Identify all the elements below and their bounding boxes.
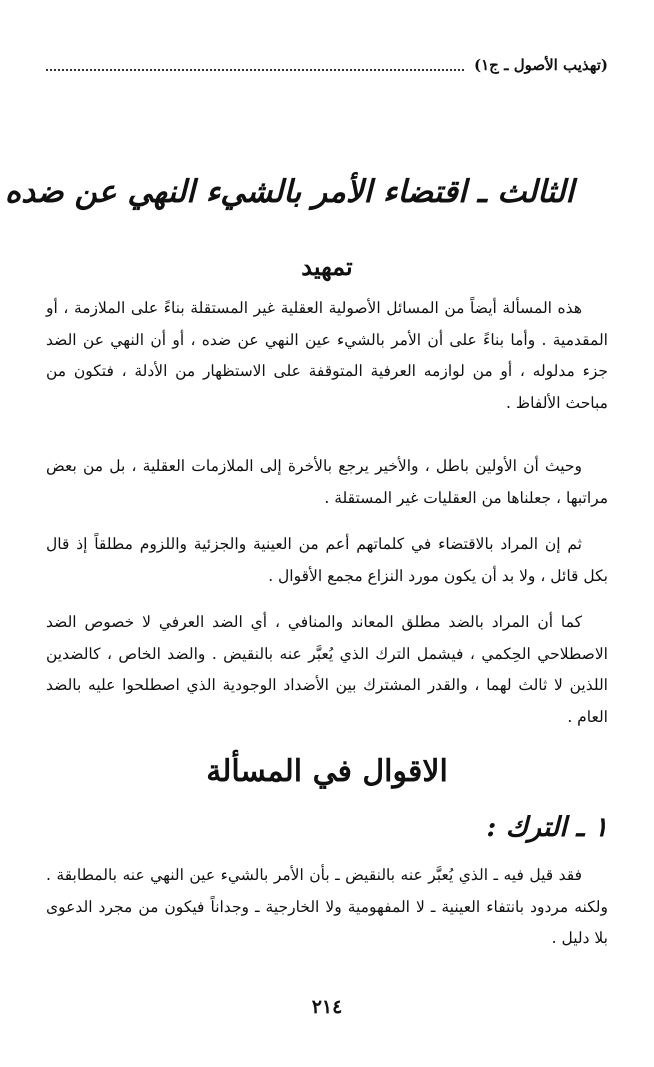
paragraph-4 bbox=[46, 607, 608, 733]
dotted-leader bbox=[46, 59, 464, 71]
paragraph-2 bbox=[46, 451, 608, 514]
paragraph-1 bbox=[46, 293, 608, 419]
chapter-title: الثالث ـ اقتضاء الأمر بالشيء النهي عن ضده bbox=[4, 174, 574, 210]
section-heading: تمهيد bbox=[301, 252, 353, 281]
running-head bbox=[46, 52, 608, 78]
item-paragraph bbox=[46, 860, 608, 955]
paragraph-text: فقد قيل فيه ـ الذي يُعبَّر عنه بالنقيض ـ بأن الأمر بالشيء عين النهي عنه بالمطابقة . ولكنه مردود بانتفاء العينية ـ لا المفهومية ولا الخارجية ـ وجداناً فيكون من مجرد الدعوى بلا دليل . bbox=[46, 866, 608, 947]
paragraph-text: وحيث أن الأولين باطل ، والأخير يرجع بالأخرة إلى الملازمات العقلية ، بل من بعض مراتبها ، جعلناها من العقليات غير المستقلة . bbox=[46, 457, 608, 507]
paragraph-text: هذه المسألة أيضاً من المسائل الأصولية العقلية غير المستقلة بناءً على الملازمة ، أو المقدمية . وأما بناءً على أن الأمر بالشيء عين النهي عن ضده ، أو أن النهي عن الضد جزء مدلوله ، أو من لوازمه العرفية المتوقفة على الاستظهار من الأدلة ، فتكون من مباحث الألفاظ . bbox=[46, 299, 608, 412]
paragraph-3 bbox=[46, 529, 608, 592]
page-number: ٢١٤ bbox=[311, 996, 343, 1018]
issue-heading: الاقوال في المسألة bbox=[206, 754, 448, 789]
paragraph-text: كما أن المراد بالضد مطلق المعاند والمنافي ، أي الضد العرفي لا خصوص الضد الاصطلاحي الحِكمي ، فيشمل الترك الذي يُعبَّر عنه بالنقيض . والضد الخاص ، كالضدين اللذين لا ثالث لهما ، والقدر المشترك بين الأضداد الوجودية الذي اصطلحوا عليه بالضد العام . bbox=[46, 613, 608, 726]
item-heading: ١ ـ الترك : bbox=[486, 812, 608, 843]
running-head-title: (تهذيب الأصول ـ ج١) bbox=[474, 56, 608, 74]
paragraph-text: ثم إن المراد بالاقتضاء في كلماتهم أعم من العينية والجزئية واللزوم مطلقاً إذ قال بكل قائل ، ولا بد أن يكون مورد النزاع مجمع الأقوال . bbox=[46, 535, 608, 585]
